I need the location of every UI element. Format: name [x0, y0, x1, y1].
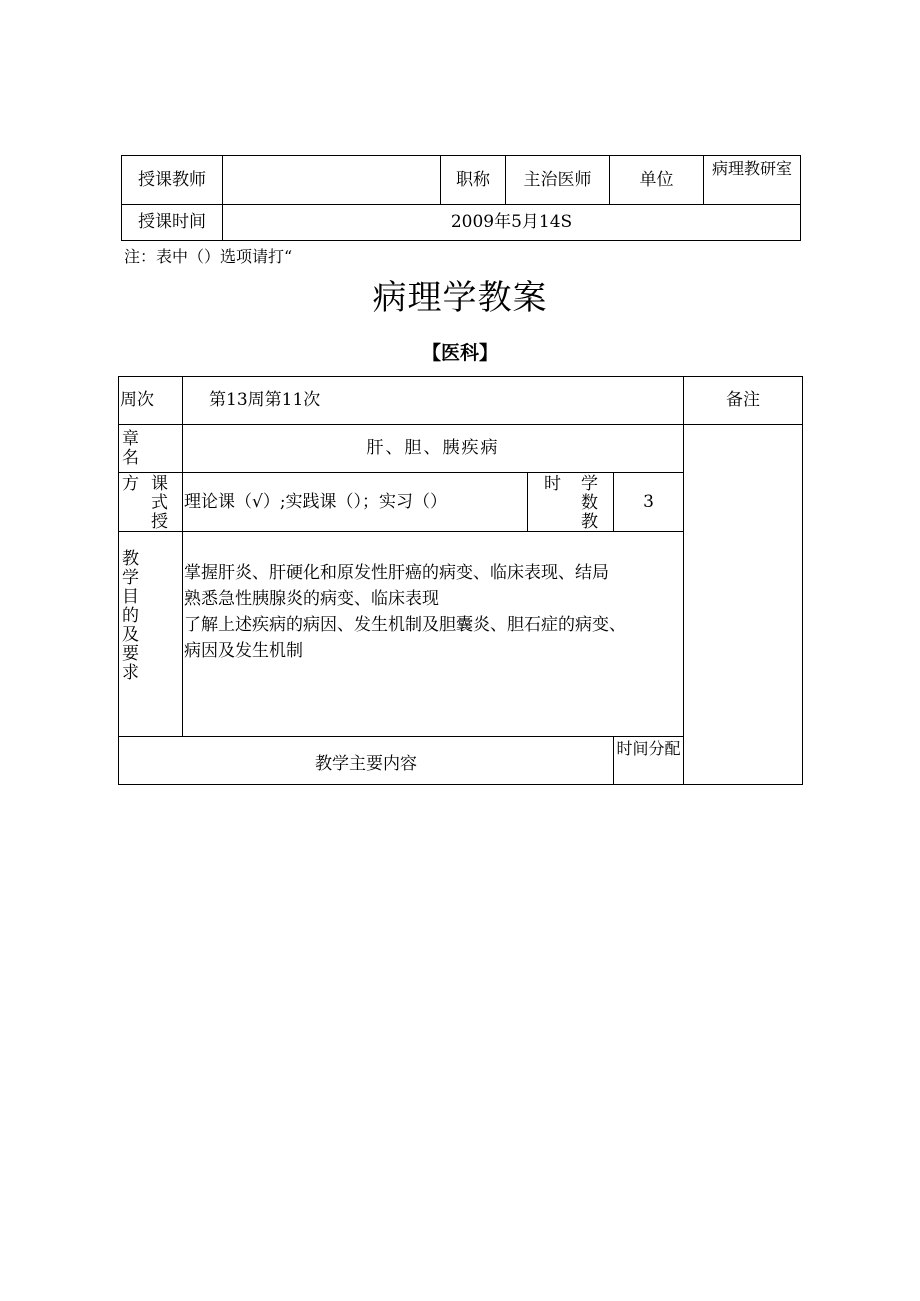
- unit-value: 病理教研室: [704, 156, 801, 205]
- objective-item: 掌握肝炎、肝硬化和原发性肝癌的病变、临床表现、结局: [184, 562, 609, 583]
- chapter-label: [119, 425, 183, 473]
- time-value: 2009年5月14S: [223, 205, 801, 241]
- objective-item: 熟悉急性胰腺炎的病变、临床表现: [184, 588, 439, 609]
- week-label: 周次: [119, 377, 183, 425]
- teacher-value: [223, 156, 441, 205]
- hours-label-char: 教: [581, 511, 598, 532]
- lesson-plan-table: [118, 376, 803, 785]
- hours-label-char: 数: [581, 492, 598, 513]
- content-label: 教学主要内容: [119, 737, 614, 785]
- hours-label: [528, 473, 614, 532]
- method-label-char: 方: [122, 473, 139, 494]
- objective-item: 了解上述疾病的病因、发生机制及胆囊炎、胆石症的病变、: [184, 614, 626, 635]
- teacher-label: 授课教师: [122, 156, 223, 205]
- method-label-char: 课: [151, 473, 168, 494]
- objectives-label: [119, 532, 183, 737]
- lecture-info-table: [121, 155, 801, 241]
- objectives-list: [183, 532, 684, 737]
- page-subtitle: 【医科】: [421, 342, 498, 364]
- unit-label: 单位: [610, 156, 704, 205]
- method-value: 理论课（√）;实践课（）；实习（）: [183, 473, 528, 532]
- objectives-label-text: 教学目的及要求: [122, 548, 139, 683]
- title-label: 职称: [441, 156, 506, 205]
- chapter-value: 肝、胆、胰疾病: [183, 425, 684, 473]
- objective-item: 病因及发生机制: [184, 640, 303, 661]
- remarks-label: 备注: [684, 377, 803, 425]
- hours-label-char: 时: [544, 473, 561, 494]
- method-label-char: 式: [151, 492, 168, 513]
- chapter-label-text: 章名: [122, 428, 139, 468]
- week-value: 第13周第11次: [183, 377, 684, 425]
- title-value: 主治医师: [506, 156, 610, 205]
- page-title: 病理学教案: [372, 278, 548, 318]
- time-label: 授课时间: [122, 205, 223, 241]
- note-text: 注：表中（）选项请打“: [124, 247, 293, 266]
- time-alloc-label: 时间分配: [614, 737, 684, 785]
- remarks-cell: [684, 425, 803, 785]
- hours-value: 3: [614, 473, 684, 532]
- method-label-char: 授: [151, 511, 168, 532]
- method-label: [119, 473, 183, 532]
- hours-label-char: 学: [581, 473, 598, 494]
